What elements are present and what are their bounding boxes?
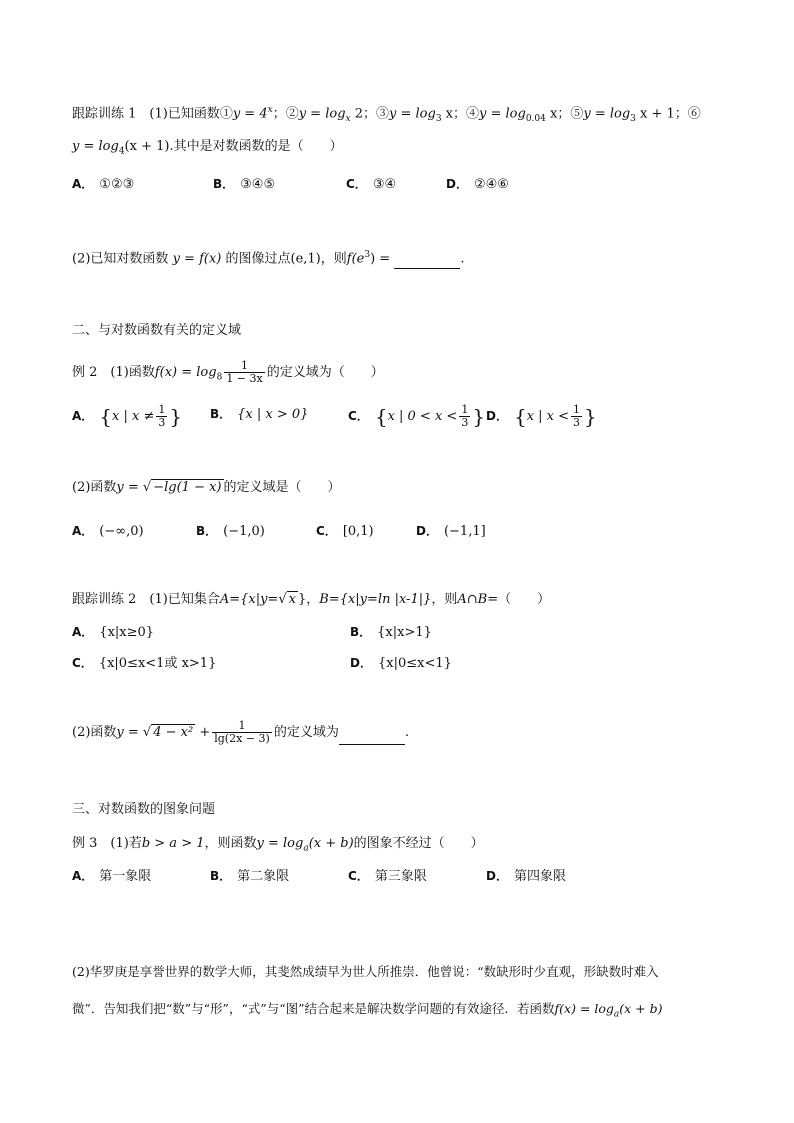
exercise-2-line: 跟踪训练 2 (1)已知集合A={x|y=√ x }，B={x|y=ln |x-1|}，则A∩B=（ ）: [72, 592, 551, 607]
example-3-option-d[interactable]: D． 第四象限: [486, 869, 566, 884]
example-3-part-2-line-1: (2)华罗庚是享誉世界的数学大师，其斐然成绩早为世人所推崇．他曾说：“数缺形时少直观，形缺数时难入: [72, 964, 659, 979]
exercise-1-line-1: 跟踪训练 1 (1)已知函数①y = $4^x$；②y = $\log_x 2$；③y = $\log_3 x$；④y = $\log_{0.04} x$；⑤y = $\log_3 x + 1$；⑥: [72, 105, 701, 124]
exercise-1-part-2: (2)已知对数函数 y = f(x) 的图像过点(e,1)，则$f(e^3)$ = .: [72, 245, 464, 269]
example-2-option-a[interactable]: A． {x | x ≠ $\frac{1}{3}$ }: [72, 403, 183, 429]
function-4: y = log: [479, 106, 526, 122]
function-1: y = 4: [232, 106, 268, 122]
example-2-option-d[interactable]: D． {x | x < $\frac{1}{3}$ }: [486, 403, 597, 429]
example-2-part-2: (2)函数y = √ −lg(1 − x) 的定义域是（ ）: [72, 480, 341, 495]
example-2b-option-d[interactable]: D． (−1,1]: [416, 524, 486, 539]
exercise-2-option-a[interactable]: A． {x|x≥0}: [72, 625, 155, 640]
function-2: y = log: [298, 106, 346, 122]
answer-blank-1[interactable]: [394, 254, 460, 269]
exercise-1-line-2: $y = \log_4(x + 1)$.其中是对数函数的是（ ）: [72, 139, 343, 157]
exercise-1-option-c[interactable]: C． ③④: [346, 177, 397, 192]
exercise-1-option-a[interactable]: A． ①②③: [72, 177, 135, 192]
example-2b-option-c[interactable]: C． [0,1): [316, 524, 374, 539]
example-2-line: 例 2 (1)函数$f(x) = \log_8$ $\frac{1}{1 - 3x}$ 的定义域为（ ）: [72, 359, 384, 385]
exercise-2-part-2: (2)函数y = √ 4 − x² + $\frac{1}{\lg(2x - 3)}$ 的定义域为 .: [72, 719, 409, 745]
example-2b-option-b[interactable]: B． (−1,0): [196, 524, 265, 539]
example-2-option-b[interactable]: B． {x | x > 0}: [210, 407, 309, 422]
function-3: y = log: [389, 106, 436, 122]
fraction: $\frac{1}{1 - 3x}$: [226, 359, 263, 385]
example-3-option-c[interactable]: C． 第三象限: [348, 869, 427, 884]
exercise-2-option-c[interactable]: C． {x|0≤x<1或 x>1}: [72, 656, 217, 671]
exercise-1-intro: 跟踪训练 1 (1)已知函数①: [72, 106, 233, 122]
example-3-option-a[interactable]: A． 第一象限: [72, 869, 152, 884]
example-3-line: 例 3 (1)若b > a > 1，则函数$y = \log_a(x + b)$的图象不经过（ ）: [72, 836, 484, 854]
example-3-part-2-line-2: 微”．告知我们把“数”与“形”，“式”与“图”结合起来是解决数学问题的有效途径．若函数$f(x) = \log_a(x + b)$: [72, 1001, 663, 1020]
answer-blank-2[interactable]: [339, 730, 405, 745]
section-3-heading: 三、对数函数的图象问题: [72, 802, 216, 817]
function-5: y = log: [583, 106, 631, 122]
function-6: y = log: [72, 139, 119, 154]
example-3-option-b[interactable]: B． 第二象限: [210, 869, 290, 884]
example-2b-option-a[interactable]: A． (−∞,0): [72, 524, 144, 539]
exercise-2-option-d[interactable]: D． {x|0≤x<1}: [350, 656, 452, 671]
example-2-option-c[interactable]: C． {x | 0 < x < $\frac{1}{3}$ }: [348, 403, 486, 429]
exercise-1-option-d[interactable]: D． ②④⑥: [446, 177, 509, 192]
exercise-2-option-b[interactable]: B． {x|x>1}: [350, 625, 432, 640]
section-2-heading: 二、与对数函数有关的定义域: [72, 323, 242, 338]
exercise-1-option-b[interactable]: B． ③④⑤: [213, 177, 276, 192]
